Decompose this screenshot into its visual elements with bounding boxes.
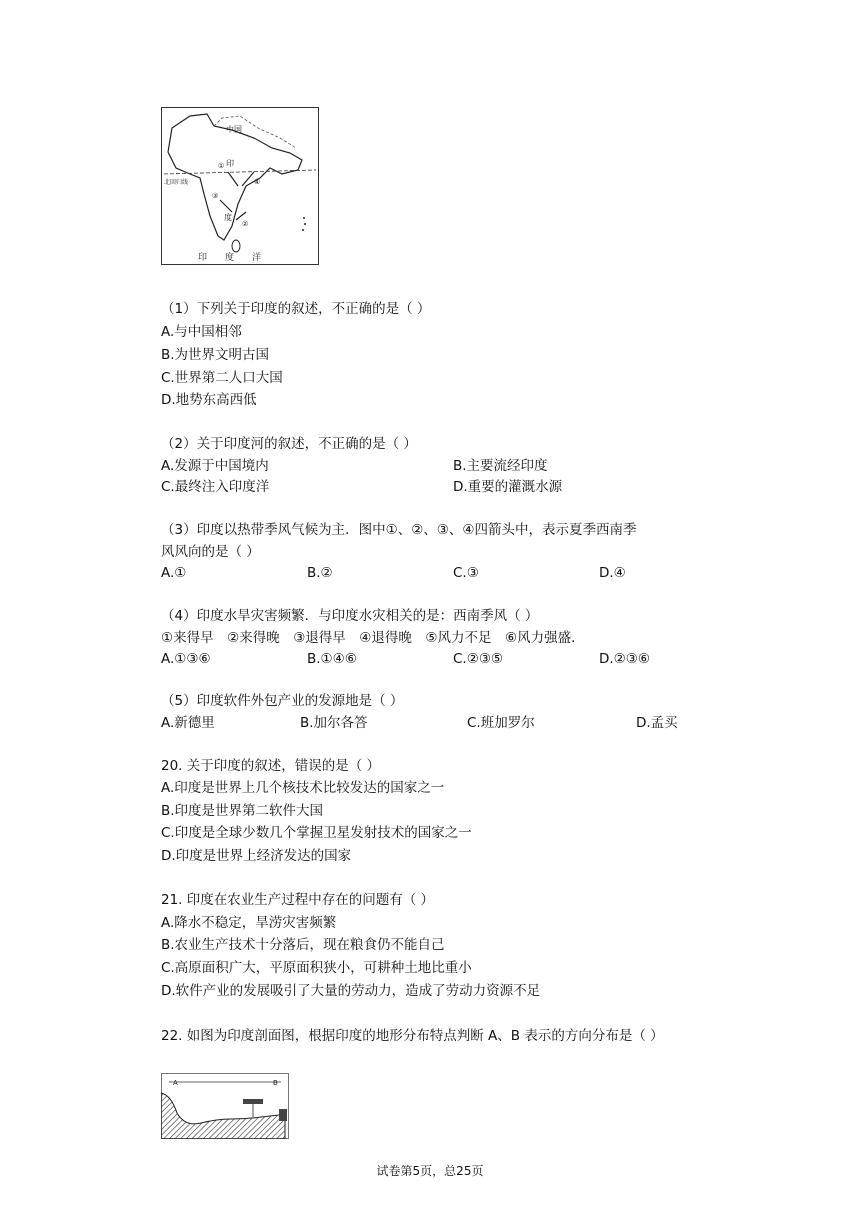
arrow-2 — [236, 212, 246, 220]
arrow-mark-1: ① — [218, 162, 225, 170]
arrow-3 — [220, 200, 232, 212]
profile-label-b: B — [273, 1079, 278, 1087]
q5-option-d: D.孟买 — [636, 715, 678, 731]
q1-option-b: B.为世界文明古国 — [161, 347, 270, 363]
q4-choices: ①来得早 ②来得晚 ③退得早 ④退得晚 ⑤风力不足 ⑥风力强盛． — [161, 630, 585, 646]
profile-label-a: A — [173, 1079, 178, 1087]
q5-option-a: A.新德里 — [161, 715, 215, 731]
ocean-label: 印 度 洋 — [198, 253, 262, 263]
tropic-label: 北回归线 — [164, 179, 189, 186]
profile-terrain — [161, 1093, 285, 1139]
q3-stem-line2: 风风向的是（ ） — [161, 544, 260, 560]
arrow-mark-2: ② — [242, 220, 249, 228]
q4-option-a: A.①③⑥ — [161, 651, 211, 667]
q20-stem: 20. 关于印度的叙述，错误的是（ ） — [161, 758, 381, 774]
q21-stem: 21. 印度在农业生产过程中存在的问题有（ ） — [161, 892, 435, 908]
profile-city-marker — [243, 1099, 263, 1104]
page-footer: 试卷第5页，总25页 — [376, 1164, 484, 1178]
q1-option-c: C.世界第二人口大国 — [161, 370, 283, 386]
q1-option-a: A.与中国相邻 — [161, 324, 242, 340]
q4-option-d: D.②③⑥ — [599, 651, 650, 667]
sri-lanka-outline — [232, 240, 240, 252]
q21-option-d: D.软件产业的发展吸引了大量的劳动力，造成了劳动力资源不足 — [161, 983, 541, 999]
q3-option-c: C.③ — [453, 565, 479, 581]
q4-stem: （4）印度水旱灾害频繁．与印度水灾相关的是：西南季风（ ） — [161, 608, 539, 624]
arrow-mark-3: ③ — [212, 192, 219, 200]
china-label: 中国 — [226, 125, 242, 134]
q20-option-c: C.印度是全球少数几个掌握卫星发射技术的国家之一 — [161, 825, 472, 841]
q2-option-d: D.重要的灌溉水源 — [453, 479, 563, 495]
q5-stem: （5）印度软件外包产业的发源地是（ ） — [161, 693, 404, 709]
q3-option-d: D.④ — [599, 565, 626, 581]
profile-figure — [161, 1073, 289, 1139]
q4-option-b: B.①④⑥ — [307, 651, 357, 667]
q3-stem-line1: （3）印度以热带季风气候为主．图中①、②、③、④四箭头中，表示夏季西南季 — [161, 522, 637, 538]
q3-option-a: A.① — [161, 565, 187, 581]
india-label-2: 度 — [224, 213, 232, 222]
q2-option-c: C.最终注入印度洋 — [161, 479, 270, 495]
q21-option-c: C.高原面积广大，平原面积狭小，可耕种土地比重小 — [161, 960, 472, 976]
q20-option-a: A.印度是世界上几个核技术比较发达的国家之一 — [161, 780, 445, 796]
q22-stem: 22. 如图为印度剖面图，根据印度的地形分布特点判断 A、B 表示的方向分布是（ ） — [161, 1028, 664, 1044]
q20-option-d: D.印度是世界上经济发达的国家 — [161, 848, 352, 864]
india-map-figure — [161, 107, 319, 265]
q2-option-b: B.主要流经印度 — [453, 458, 548, 474]
q3-option-b: B.② — [307, 565, 333, 581]
q21-option-a: A.降水不稳定，旱涝灾害频繁 — [161, 915, 337, 931]
q5-option-b: B.加尔各答 — [300, 715, 368, 731]
q20-option-b: B.印度是世界第二软件大国 — [161, 803, 324, 819]
q2-stem: （2）关于印度河的叙述，不正确的是（ ） — [161, 436, 417, 452]
india-label-1: 印 — [226, 159, 234, 168]
q1-option-d: D.地势东高西低 — [161, 392, 257, 408]
q1-stem: （1）下列关于印度的叙述，不正确的是（ ） — [161, 301, 431, 317]
india-map-svg — [162, 108, 318, 264]
arrow-1 — [228, 172, 238, 186]
arrow-mark-4: ④ — [254, 178, 261, 186]
q4-option-c: C.②③⑤ — [453, 651, 504, 667]
arrow-4 — [242, 172, 254, 186]
q5-option-c: C.班加罗尔 — [467, 715, 535, 731]
q2-option-a: A.发源于中国境内 — [161, 458, 269, 474]
q21-option-b: B.农业生产技术十分落后，现在粮食仍不能自己 — [161, 937, 445, 953]
profile-svg — [161, 1073, 289, 1139]
profile-coast-marker — [279, 1109, 287, 1121]
